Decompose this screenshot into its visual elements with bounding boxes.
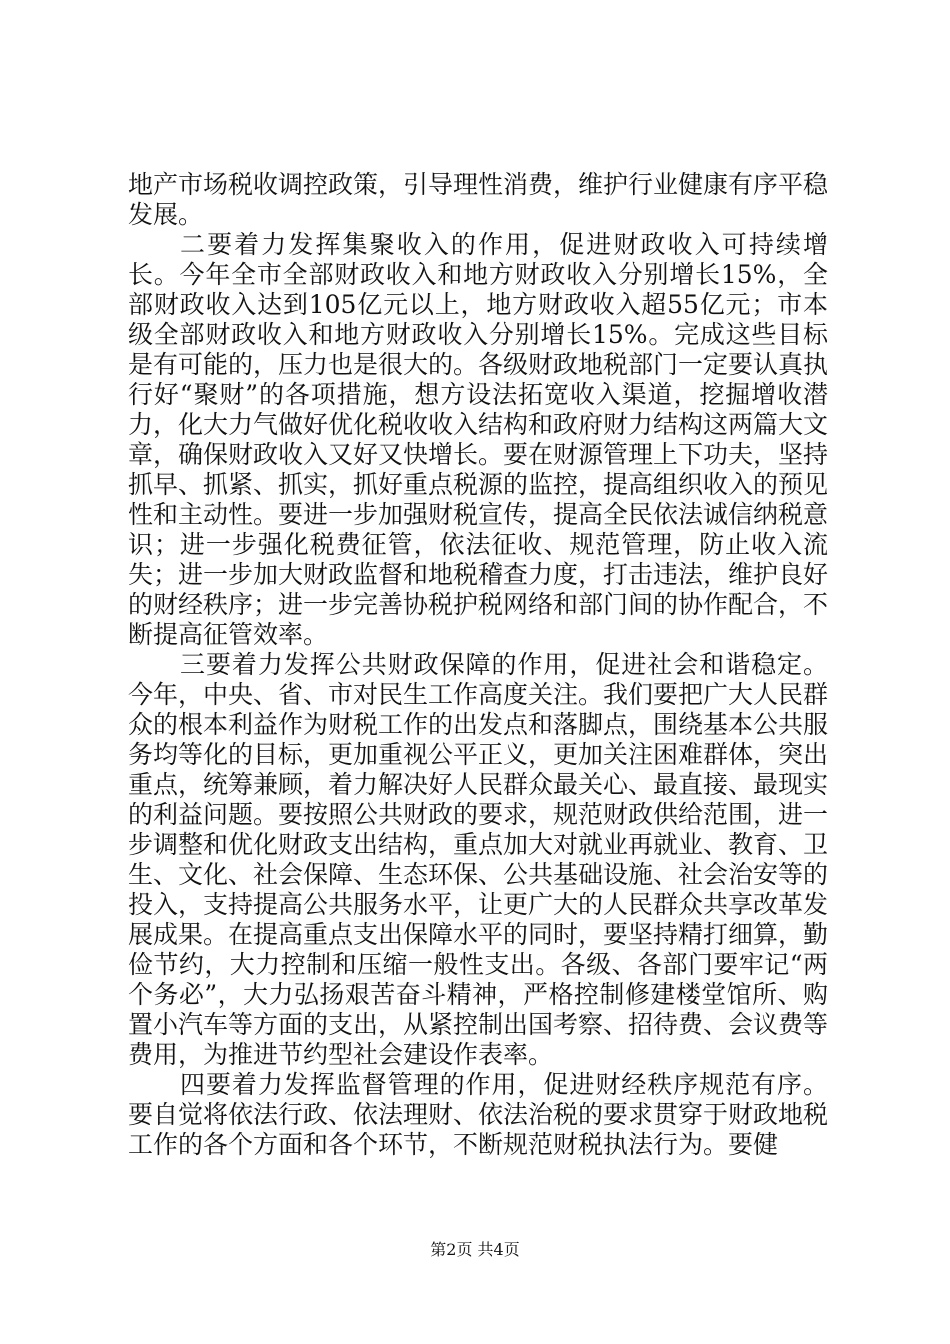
page-footer: 第2页 共4页 xyxy=(430,1240,520,1259)
body-text xyxy=(128,170,828,1160)
paragraph-supervision: 四要着力发挥监督管理的作用，促进财经秩序规范有序。要自觉将依法行政、依法理财、依法治税的要求贯穿于财政地税工作的各个方面和各个环节，不断规范财税执法行为。要健 xyxy=(128,1070,829,1159)
paragraph-revenue: 二要着力发挥集聚收入的作用，促进财政收入可持续增长。今年全市全部财政收入和地方财政收入分别增长15%，全部财政收入达到105亿元以上，地方财政收入超55亿元；市本级全部财政收入和地方财政收入分别增长15%。完成这些目标是有可能的，压力也是很大的。各级财政地税部门一定要认真执行好“聚财”的各项措施，想方设法拓宽收入渠道，挖掘增收潜力，化大力气做好优化税收收入结构和政府财力结构这两篇大文章，确保财政收入又好又快增长。要在财源管理上下功夫，坚持抓早、抓紧、抓实，抓好重点税源的监控，提高组织收入的预见性和主动性。要进一步加强财税宣传，提高全民依法诚信纳税意识；进一步强化税费征管，依法征收、规范管理，防止收入流失；进一步加大财政监督和地税稽查力度，打击违法，维护良好的财经秩序；进一步完善协税护税网络和部门间的协作配合，不断提高征管效率。 xyxy=(128,230,829,649)
paragraph-continuation: 地产市场税收调控政策，引导理性消费，维护行业健康有序平稳发展。 xyxy=(128,170,829,229)
paragraph-public-finance: 三要着力发挥公共财政保障的作用，促进社会和谐稳定。今年，中央、省、市对民生工作高度关注。我们要把广大人民群众的根本利益作为财税工作的出发点和落脚点，围绕基本公共服务均等化的目标，更加重视公平正义，更加关注困难群体，突出重点，统筹兼顾，着力解决好人民群众最关心、最直接、最现实的利益问题。要按照公共财政的要求，规范财政供给范围，进一步调整和优化财政支出结构，重点加大对就业再就业、教育、卫生、文化、社会保障、生态环保、公共基础设施、社会治安等的投入，支持提高公共服务水平，让更广大的人民群众共享改革发展成果。在提高重点支出保障水平的同时，要坚持精打细算，勤俭节约，大力控制和压缩一般性支出。各级、各部门要牢记“两个务必”，大力弘扬艰苦奋斗精神，严格控制修建楼堂馆所、购置小汽车等方面的支出，从紧控制出国考察、招待费、会议费等费用，为推进节约型社会建设作表率。 xyxy=(128,650,829,1069)
